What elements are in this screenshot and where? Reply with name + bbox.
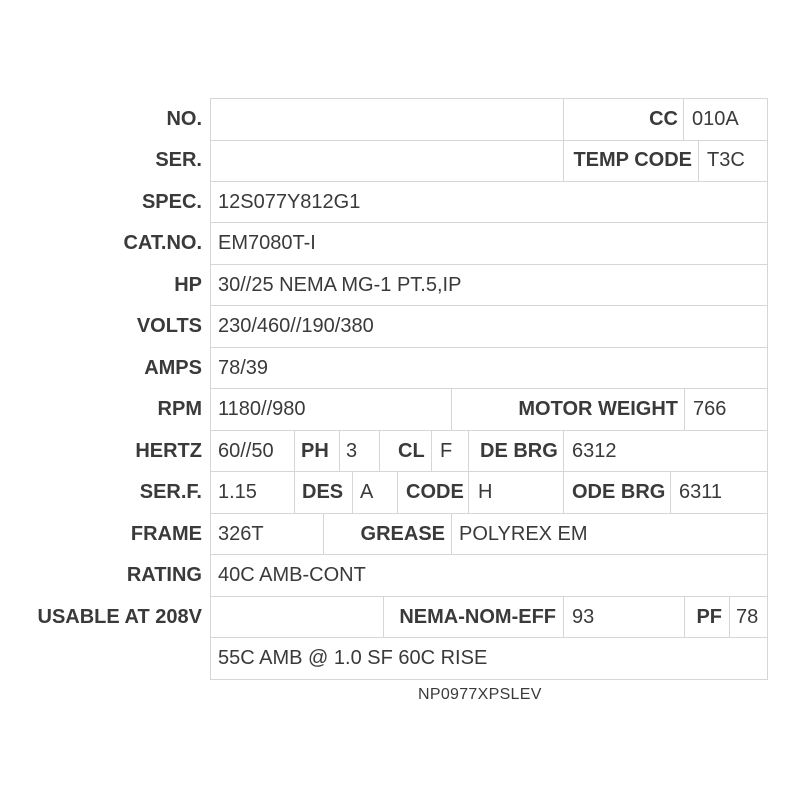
grid-line	[431, 430, 432, 471]
grid-line	[729, 596, 730, 637]
part-number: NP0977XPSLEV	[418, 686, 542, 703]
grid-line	[397, 471, 398, 513]
volts-value: 230/460//190/380	[218, 315, 374, 337]
grid-line	[210, 554, 768, 555]
grid-line	[210, 513, 768, 514]
grid-line	[379, 430, 380, 471]
grid-line	[684, 388, 685, 430]
rating-value: 40C AMB-CONT	[218, 564, 366, 586]
de-brg-value: 6312	[572, 440, 617, 462]
cc-label: CC	[649, 108, 678, 130]
frame-value: 326T	[218, 523, 264, 545]
grease-label: GREASE	[360, 523, 445, 545]
ph-label: PH	[301, 440, 329, 462]
cat-no-value: EM7080T-I	[218, 232, 316, 254]
hp-label: HP	[174, 274, 202, 296]
spec-value: 12S077Y812G1	[218, 191, 361, 213]
ode-brg-value: 6311	[679, 481, 723, 503]
pf-label: PF	[696, 606, 722, 628]
grid-line	[210, 222, 768, 223]
grid-line	[210, 347, 768, 348]
no-label: NO.	[166, 108, 202, 130]
spec-label: SPEC.	[141, 191, 202, 213]
grid-line	[352, 471, 353, 513]
code-label: CODE	[406, 481, 464, 503]
serf-label: SER.F.	[139, 481, 202, 503]
ser-label: SER.	[155, 149, 202, 171]
des-label: DES	[302, 481, 344, 503]
ode-brg-label: ODE BRG	[572, 481, 666, 503]
code-value: H	[478, 481, 493, 503]
grease-value: POLYREX EM	[459, 523, 588, 545]
des-value: A	[360, 481, 374, 503]
grid-line	[339, 430, 340, 471]
grid-line	[563, 596, 564, 637]
grid-line	[563, 430, 564, 471]
grid-line	[210, 98, 768, 99]
grid-line	[767, 98, 768, 680]
cat-no-label: CAT.NO.	[123, 232, 202, 254]
grid-line	[468, 430, 469, 471]
grid-line	[210, 98, 211, 680]
note-value: 55C AMB @ 1.0 SF 60C RISE	[218, 647, 488, 669]
amps-value: 78/39	[218, 357, 269, 379]
grid-line	[210, 140, 768, 141]
grid-line	[210, 181, 768, 182]
cc-value: 010A	[692, 108, 739, 130]
grid-line	[294, 471, 295, 513]
cl-value: F	[440, 440, 453, 462]
motor-weight-label: MOTOR WEIGHT	[518, 398, 678, 420]
hertz-label: HERTZ	[135, 440, 202, 462]
grid-line	[563, 471, 564, 513]
grid-line	[210, 637, 768, 638]
grid-line	[670, 471, 671, 513]
serf-value: 1.15	[218, 481, 257, 503]
grid-line	[683, 98, 684, 140]
amps-label: AMPS	[144, 357, 202, 379]
motor-weight-value: 766	[693, 398, 727, 420]
usable-208v-label: USABLE AT 208V	[37, 606, 202, 628]
frame-label: FRAME	[130, 523, 202, 545]
nema-nom-eff-value: 93	[572, 606, 595, 628]
temp-code-label: TEMP CODE	[573, 149, 692, 171]
pf-value: 78	[736, 606, 759, 628]
hertz-value: 60//50	[218, 440, 274, 462]
ph-value: 3	[346, 440, 358, 462]
grid-line	[210, 305, 768, 306]
rating-label: RATING	[126, 564, 202, 586]
grid-line	[451, 513, 452, 554]
de-brg-label: DE BRG	[480, 440, 558, 462]
cl-label: CL	[398, 440, 425, 462]
grid-line	[210, 679, 768, 680]
temp-code-value: T3C	[707, 149, 745, 171]
hp-value: 30//25 NEMA MG-1 PT.5,IP	[218, 274, 462, 296]
grid-line	[698, 140, 699, 181]
grid-line	[468, 471, 469, 513]
nema-nom-eff-label: NEMA-NOM-EFF	[399, 606, 556, 628]
rpm-value: 1180//980	[218, 398, 306, 420]
volts-label: VOLTS	[136, 315, 202, 337]
rpm-label: RPM	[157, 398, 202, 420]
grid-line	[294, 430, 295, 471]
grid-line	[210, 264, 768, 265]
